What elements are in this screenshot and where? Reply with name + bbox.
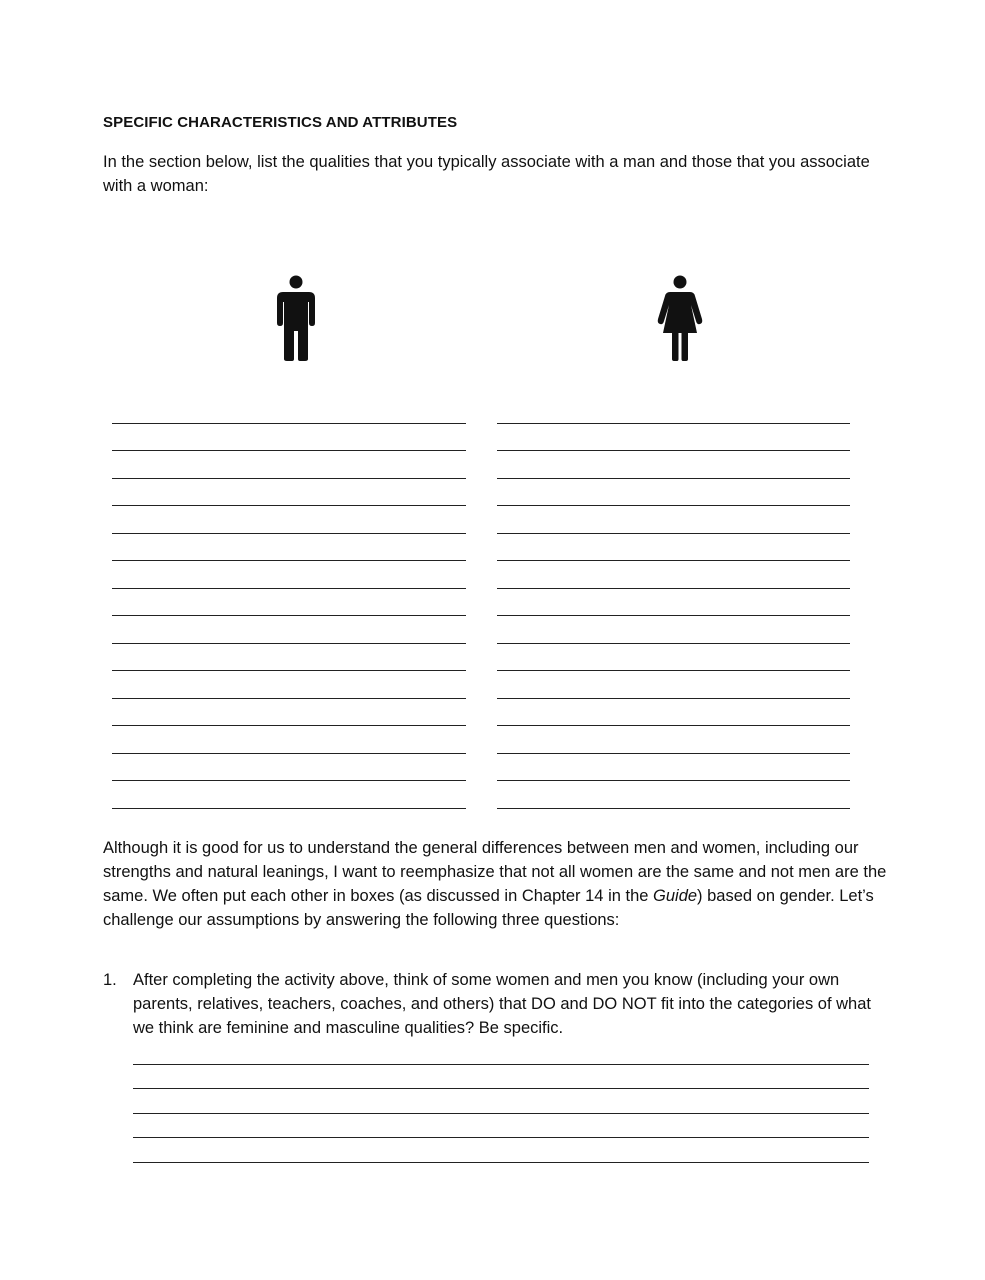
answer-line[interactable] <box>133 1138 869 1163</box>
man-quality-line[interactable] <box>112 589 466 617</box>
woman-quality-line[interactable] <box>497 671 850 699</box>
woman-quality-line[interactable] <box>497 451 850 479</box>
man-quality-line[interactable] <box>112 561 466 589</box>
question-text: After completing the activity above, think of some women and men you know (including your own parents, relatives, teachers, coaches, and others) that DO and DO NOT fit into the categories of what we think are feminine and masculine qualities? Be specific. <box>133 971 871 1037</box>
man-quality-line[interactable] <box>112 506 466 534</box>
question-number: 1. <box>103 971 117 989</box>
woman-quality-line[interactable] <box>497 616 850 644</box>
answer-line[interactable] <box>133 1065 869 1090</box>
answer-line[interactable] <box>133 1114 869 1139</box>
woman-quality-line[interactable] <box>497 506 850 534</box>
intro-text: In the section below, list the qualities that you typically associate with a man and those that you associate with a woman: <box>103 153 870 195</box>
question-1 <box>103 968 893 1040</box>
man-quality-line[interactable] <box>112 479 466 507</box>
man-quality-line[interactable] <box>112 644 466 672</box>
man-quality-line[interactable] <box>112 616 466 644</box>
man-qualities-lines <box>112 396 466 809</box>
man-quality-line[interactable] <box>112 534 466 562</box>
man-quality-line[interactable] <box>112 424 466 452</box>
answer-line[interactable] <box>133 1089 869 1114</box>
man-quality-line[interactable] <box>112 699 466 727</box>
woman-quality-line[interactable] <box>497 781 850 809</box>
man-quality-line[interactable] <box>112 451 466 479</box>
woman-quality-line[interactable] <box>497 534 850 562</box>
man-quality-line[interactable] <box>112 781 466 809</box>
woman-figure-icon <box>657 275 703 361</box>
paragraph-text-part1: Although it is good for us to understand the general differences between men and women, including our strengths and natural leanings, I want to reemphasize that not all women are the same and not men are the same. We often put each other in boxes (as discussed in Chapter 14 in the <box>103 839 887 905</box>
woman-quality-line[interactable] <box>497 754 850 782</box>
woman-quality-line[interactable] <box>497 479 850 507</box>
woman-qualities-lines <box>497 396 850 809</box>
woman-quality-line[interactable] <box>497 589 850 617</box>
woman-quality-line[interactable] <box>497 396 850 424</box>
man-quality-line[interactable] <box>112 726 466 754</box>
woman-quality-line[interactable] <box>497 561 850 589</box>
woman-quality-line[interactable] <box>497 644 850 672</box>
woman-quality-line[interactable] <box>497 424 850 452</box>
paragraph-text-part2: ) based on gender. Let’s challenge our assumptions by answering the following three questions: <box>103 887 874 929</box>
section-heading: SPECIFIC CHARACTERISTICS AND ATTRIBUTES <box>103 114 458 131</box>
man-quality-line[interactable] <box>112 754 466 782</box>
guide-italic-text: Guide <box>653 887 698 905</box>
body-paragraph <box>103 836 893 932</box>
question-1-answer-lines <box>133 1040 869 1163</box>
answer-line[interactable] <box>133 1040 869 1065</box>
woman-quality-line[interactable] <box>497 726 850 754</box>
man-figure-icon <box>274 275 318 361</box>
man-quality-line[interactable] <box>112 396 466 424</box>
woman-quality-line[interactable] <box>497 699 850 727</box>
man-quality-line[interactable] <box>112 671 466 699</box>
